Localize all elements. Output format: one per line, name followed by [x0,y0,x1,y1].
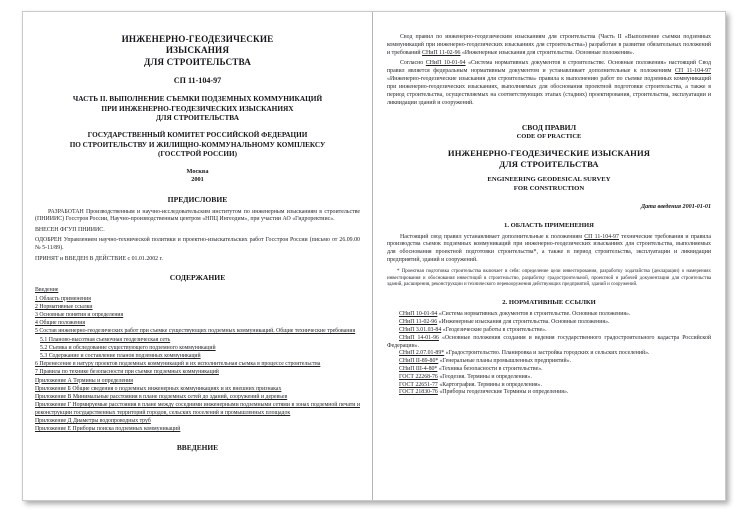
standard-title-ru-line-2: ДЛЯ СТРОИТЕЛЬСТВА [499,159,599,170]
lead-paragraph-1: Свод правил по инженерно-геодезическим изысканиям для строительства (Часть II «Выполнение съемки подземных коммуникаций при инженерно-геодезических изысканиях для строительства») разработан в развитие обязательных положений и требований СНиП 11-02-96 «Инженерные изыскания для строительства. Основные положения». [387,34,711,56]
preface-paragraph-2: ВНЕСЕН ФГУП ПНИИИС. [35,226,105,233]
reference-title: «Система нормативных документов в строительстве. Основные положения». [437,311,631,318]
toc-entry[interactable] [35,328,360,336]
introduction-heading: ВВЕДЕНИЕ [176,443,219,453]
reference-code-link[interactable]: ГОСТ 22651-77 [399,381,438,388]
toc-entry[interactable] [35,337,360,345]
standard-title-ru-line-1: ИНЖЕНЕРНО-ГЕОДЕЗИЧЕСКИЕ ИЗЫСКАНИЯ [447,148,651,159]
code-of-practice-title-ru: СВОД ПРАВИЛ [521,123,577,133]
document-page-left [23,12,373,500]
toc-entry[interactable] [35,426,360,434]
publication-year: 2001 [191,176,204,184]
toc-entry-label: Приложение Б Общие сведения о подземных инженерных коммуникациях и их внешних признаках [35,385,282,392]
toc-entry-label: 5.1 Планово-высотная съемочная геодезическая сеть [40,336,171,343]
reference-item [387,335,711,351]
toc-entry[interactable] [35,402,360,417]
section-1-paragraph: Настоящий свод правил устанавливает дополнительные к положениям СП 11-104-97 технические требования и правила производства съемок подземных коммуникаций при инженерно-геодезических изысканиях для строительства, выполняемых для обоснования проектной подготовки строительства*, а также в период строительства, эксплуатации и ликвидации предприятий, зданий и сооружений. [387,233,711,264]
reference-code-link[interactable]: СНиП 10-01-94 [399,311,438,318]
reference-title: «Геодезические работы в строительстве». [441,327,547,333]
toc-entry-label: Приложение В Минимальные расстояния в плане подземных сетей до зданий, сооружений и деревьев [35,394,288,401]
issuing-organization [35,131,360,159]
code-of-practice-title-en: CODE OF PRACTICE [516,132,582,140]
part-line-3: ДЛЯ СТРОИТЕЛЬСТВА [156,113,239,123]
standard-reference-link[interactable]: СНиП 10-01-94 [425,60,466,67]
toc-entry[interactable] [35,312,360,320]
toc-entry[interactable] [35,394,360,402]
toc-entry[interactable] [35,345,360,353]
reference-title: «Генеральные планы промышленных предприятий». [438,358,572,365]
toc-entry[interactable] [35,296,360,304]
preface-paragraph-3: ОДОБРЕН Управлением научно-технической политики и проектно-изыскательских работ Госстроя России (письмо от 26.09.00 № 5-11/89). [35,237,360,252]
toc-entry-label: 2 Нормативные ссылки [35,303,93,310]
toc-entry[interactable] [35,320,360,328]
title-line-2: ИЗЫСКАНИЯ [165,45,230,56]
reference-title: «Градостроительство. Планировка и застройка городских и сельских поселений». [444,350,650,357]
reference-item [387,389,711,397]
reference-title: «Техника безопасности в строительстве». [437,365,543,372]
standard-title-en [387,176,711,193]
standard-reference-link[interactable]: СП 11-104-97 [584,233,619,240]
contents-heading: СОДЕРЖАНИЕ [169,273,226,283]
reference-title: «Инженерные изыскания для строительства. Основные положения». [437,319,610,326]
standard-title-en-line-1: ENGINEERING GEODESICAL SURVEY [487,176,611,184]
document-page-right [373,12,725,500]
toc-entry-label: 5 Состав инженерно-геодезических работ при съемке существующих подземных коммуникаций. Общие технические требования [35,328,356,335]
toc-entry-label: Приложение Д Диаметры водопроводных труб [35,418,151,425]
standard-title-en-line-2: FOR CONSTRUCTION [513,184,585,192]
reference-code-link[interactable]: СНиП 11-02-96 [399,319,438,326]
preface-paragraph-1: РАЗРАБОТАН Производственным и научно-исследовательским институтом по инженерным изысканиям в строительстве (ПНИИИС) Госстроя России, Научно-производственным центром «НПЦ Ингеодим», при участии АО «Гидроректиис». [35,208,360,223]
toc-entry[interactable] [35,418,360,426]
toc-entry[interactable] [35,304,360,312]
effective-date: Дата введения 2001-01-01 [640,203,711,210]
toc-entry[interactable] [35,361,360,369]
table-of-contents [35,287,360,434]
toc-entry-label: 3 Основные понятия и определения [35,312,124,319]
toc-entry-label: Приложение А Термины и определения [35,377,133,384]
toc-entry[interactable] [35,369,360,377]
reference-title: «Основные положения создания и ведения государственного градостроительного кадастра Российской Федерации». [387,334,711,349]
section-2-heading: 2. НОРМАТИВНЫЕ ССЫЛКИ [502,299,596,307]
org-line-3: (ГОССТРОЙ РОССИИ) [158,150,237,159]
reference-item [387,327,711,335]
org-line-1: ГОСУДАРСТВЕННЫЙ КОМИТЕТ РОССИЙСКОЙ ФЕДЕРАЦИИ [87,131,308,140]
toc-entry[interactable] [35,378,360,386]
spacer [387,110,711,113]
publication-place [35,168,360,184]
section-1-footnote: * Проектная подготовка строительства включает в себя: определение цели инвестирования, разработку ходатайства (декларации) о намерениях инвестирования и обоснования инвестиций в строительство, разработку градостроительной, проектной и рабочей документации для строительства зданий, расширения, реконструкции и технического перевооружения действующих предприятий, зданий и сооружений. [387,269,711,287]
toc-entry-label: Приложение Г Нормируемые расстояния в плане между соседними инженерными подземными сетями в зонах подземной печати и реконструкции государственных территорий городов, сельских поселений и промышленных площадок [35,402,360,416]
reference-title: «Картография. Термины и определения». [437,381,542,388]
standard-reference-link[interactable]: СНиП 11-02-96 [422,49,461,56]
reference-code-link[interactable]: СНиП III-4-80* [399,365,438,372]
section-1-heading: 1. ОБЛАСТЬ ПРИМЕНЕНИЯ [504,221,594,229]
toc-entry-label: 1 Область применения [35,295,91,302]
normative-references-list [387,311,711,397]
toc-entry-label: Приложение Е Приборы поиска подземных коммуникаций [35,426,181,433]
document-part-heading [35,94,360,122]
reference-code-link[interactable]: СНиП 14-01-96 [399,334,439,341]
toc-entry-label: Введение [35,287,59,294]
preface-paragraph-4: ПРИНЯТ и ВВЕДЕН В ДЕЙСТВИЕ с 01.01.2002 г. [35,255,163,262]
toc-entry-label: 5.2 Съемка и обследование существующего подземного коммуникаций [40,344,216,351]
toc-entry-label: 5.3 Содержание и составление планов подземных коммуникаций [40,353,201,360]
reference-item [387,366,711,374]
toc-entry[interactable] [35,287,360,295]
reference-item [387,358,711,366]
toc-entry[interactable] [35,386,360,394]
toc-entry-label: 4 Общие положения [35,320,86,327]
title-line-3: ДЛЯ СТРОИТЕЛЬСТВА [143,56,252,67]
reference-item [387,374,711,382]
standard-reference-link[interactable]: СП 11-104-97 [674,68,711,75]
reference-code-link[interactable]: ГОСТ 22268-76 [399,373,438,380]
reference-item [387,311,711,319]
preface-heading: ПРЕДИСЛОВИЕ [167,194,228,204]
reference-code-link[interactable]: ГОСТ 21830-76 [399,389,438,396]
part-line-2: ПРИ ИНЖЕНЕРНО-ГЕОДЕЗИЧЕСКИХ ИЗЫСКАНИЯХ [101,103,294,113]
standard-title-ru [387,148,711,170]
reference-title: «Приборы геодезические Термины и определения». [437,389,569,396]
toc-entry-label: 7 Правила по технике безопасности при съемке подземных коммуникаций [35,369,219,376]
toc-entry-label: 6 Перенесение в натуру проектов подземных коммуникаций и их исполнительная съемка в процессе строительства [35,361,321,368]
toc-entry[interactable] [35,353,360,361]
publication-city: Москва [186,168,209,176]
document-code: СП 11-104-97 [173,76,222,86]
reference-code-link[interactable]: СНиП 2.07.01-89* [399,350,445,357]
org-line-2: ПО СТРОИТЕЛЬСТВУ И ЖИЛИЩНО-КОММУНАЛЬНОМУ КОМПЛЕКСУ [69,140,326,149]
lead-paragraph-2: Согласно СНиП 10-01-94 «Система нормативных документов в строительстве. Основные положения» настоящий Свод правил является федеральным нормативным документом и устанавливает дополнительные к положениям СП 11-104-97 «Инженерно-геодезические изыскания для строительства» правила к выполнению работ по съемке подземных коммуникаций при инженерно-геодезических изысканиях, выполняемых для обоснования проектной подготовки строительства, а также в период строительства, осуществляемых на соответствующих этапах (стадиях) проектирования, строительства, эксплуатации и ликвидации зданий и сооружений. [387,60,711,106]
title-line-1: ИНЖЕНЕРНО-ГЕОДЕЗИЧЕСКИЕ [121,34,274,44]
part-line-1: ЧАСТЬ II. ВЫПОЛНЕНИЕ СЪЕМКИ ПОДЗЕМНЫХ КОММУНИКАЦИЙ [72,94,323,104]
reference-title: «Геодезия. Термины и определения». [437,373,532,380]
page-title [35,34,360,68]
document-spread [22,11,726,501]
reference-code-link[interactable]: СНиП II-89-80* [399,358,439,365]
reference-code-link[interactable]: СНиП 3.01.03-84 [399,327,442,333]
reference-item [387,319,711,327]
